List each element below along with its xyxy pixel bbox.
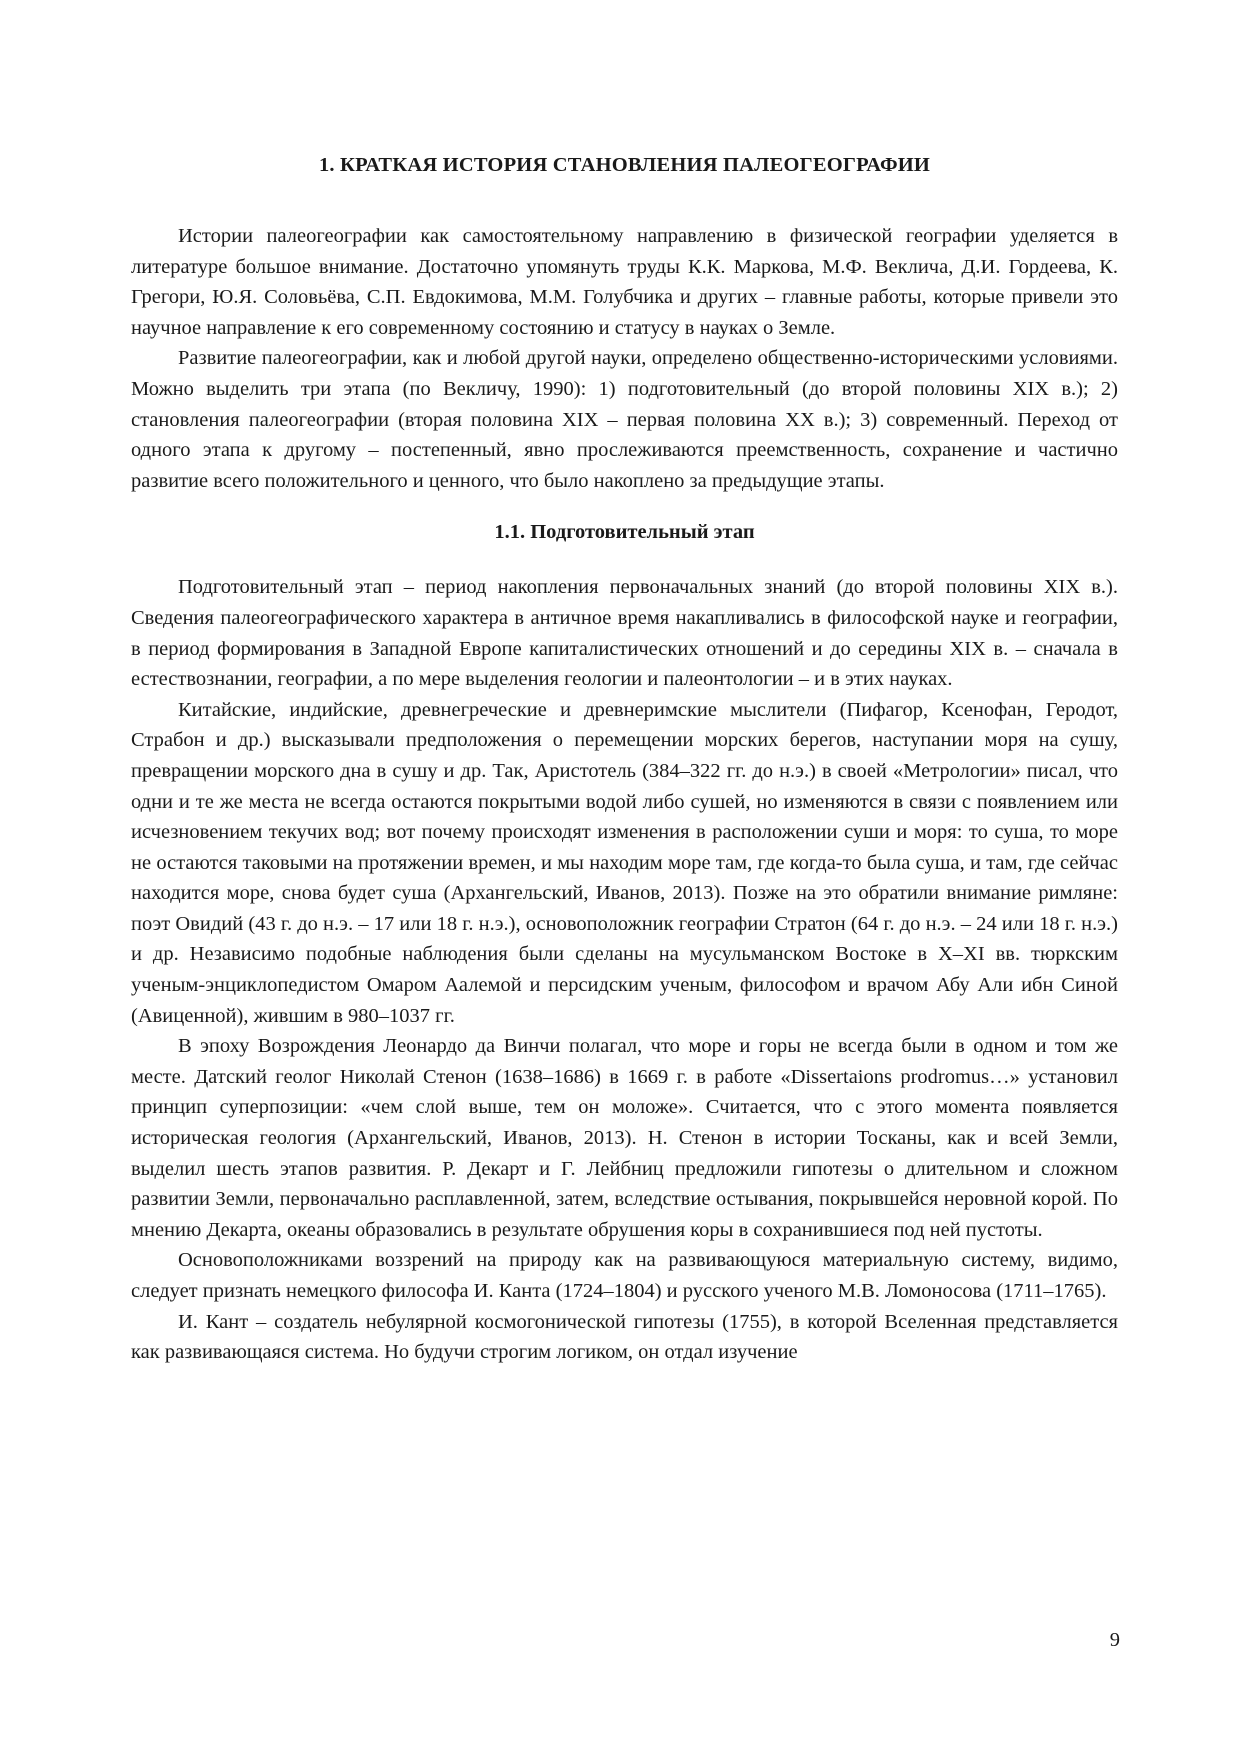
paragraph: Основоположниками воззрений на природу как на развивающуюся материальную систему, видимо, следует признать немецкого философа И. Канта (1724–1804) и русского ученого М.В. Ломоносова (1711–1765).: [131, 1249, 1118, 1302]
page-number: 9: [1109, 1629, 1120, 1651]
paragraph-last: И. Кант – создатель небулярной космогонической гипотезы (1755), в которой Вселенная представляется как развивающаяся система. Но будучи строгим логиком, он отдал изучение: [131, 1310, 1118, 1364]
paragraph: Истории палеогеографии как самостоятельному направлению в физической географии уделяется в литературе большое внимание. Достаточно упомянуть труды К.К. Маркова, М.Ф. Веклича, Д.И. Гордеева, К. Грегори, Ю.Я. Соловьёва, С.П. Евдокимова, М.М. Голубчика и других – главные работы, которые привели это научное направление к его современному состоянию и статусу в науках о Земле.: [131, 225, 1118, 339]
paragraph: Развитие палеогеографии, как и любой другой науки, определено общественно-историческими условиями. Можно выделить три этапа (по Векличу, 1990): 1) подготовительный (до второй половины XIX в.); 2) становления палеогеографии (вторая половина XIX – первая половина XX в.); 3) современный. Переход от одного этапа к другому – постепенный, явно прослеживаются преемственность, сохранение и частично развитие всего положительного и ценного, что было накоплено за предыдущие этапы.: [131, 347, 1118, 492]
section-title: 1.1. Подготовительный этап: [494, 521, 755, 544]
chapter-title: 1. КРАТКАЯ ИСТОРИЯ СТАНОВЛЕНИЯ ПАЛЕОГЕОГРАФИИ: [318, 154, 931, 176]
paragraph: В эпоху Возрождения Леонардо да Винчи полагал, что море и горы не всегда были в одном и том же месте. Датский геолог Николай Стенон (1638–1686) в 1669 г. в работе «Dissertaions prodromus…» установил принцип суперпозиции: «чем слой выше, тем он моложе». Считается, что с этого момента появляется историческая геология (Архангельский, Иванов, 2013). Н. Стенон в истории Тосканы, как и всей Земли, выделил шесть этапов развития. Р. Декарт и Г. Лейбниц предложили гипотезы о длительном и сложном развитии Земли, первоначально расплавленной, затем, вследствие остывания, покрывшейся неровной корой. По мнению Декарта, океаны образовались в результате обрушения коры в сохранившиеся под ней пустоты.: [131, 1035, 1118, 1241]
paragraph: Подготовительный этап – период накопления первоначальных знаний (до второй половины XIX в.). Сведения палеогеографического характера в античное время накапливались в философской науке и географии, в период формирования в Западной Европе капиталистических отношений и до середины XIX в. – сначала в естествознании, географии, а по мере выделения геологии и палеонтологии – и в этих науках.: [131, 576, 1118, 691]
page-content: [131, 152, 1118, 1368]
paragraph: Китайские, индийские, древнегреческие и древнеримские мыслители (Пифагор, Ксенофан, Геродот, Страбон и др.) высказывали предположения о перемещении морских берегов, наступании моря на сушу, превращении морского дна в сушу и др. Так, Аристотель (384–322 гг. до н.э.) в своей «Метрологии» писал, что одни и те же места не всегда остаются покрытыми водой либо сушей, но изменяются в связи с появлением или исчезновением текучих вод; вот почему происходят изменения в расположении суши и моря: то суша, то море не остаются таковыми на протяжении времен, и мы находим море там, где когда-то была суша, и там, где сейчас находится море, снова будет суша (Архангельский, Иванов, 2013). Позже на это обратили внимание римляне: поэт Овидий (43 г. до н.э. – 17 или 18 г. н.э.), основоположник географии Стратон (64 г. до н.э. – 24 или 18 г. н.э.) и др. Независимо подобные наблюдения были сделаны на мусульманском Востоке в X–XI вв. тюркским ученым-энциклопедистом Омаром Аалемой и персидским ученым, философом и врачом Абу Али ибн Синой (Авиценной), жившим в 980–1037 гг.: [131, 698, 1118, 1027]
